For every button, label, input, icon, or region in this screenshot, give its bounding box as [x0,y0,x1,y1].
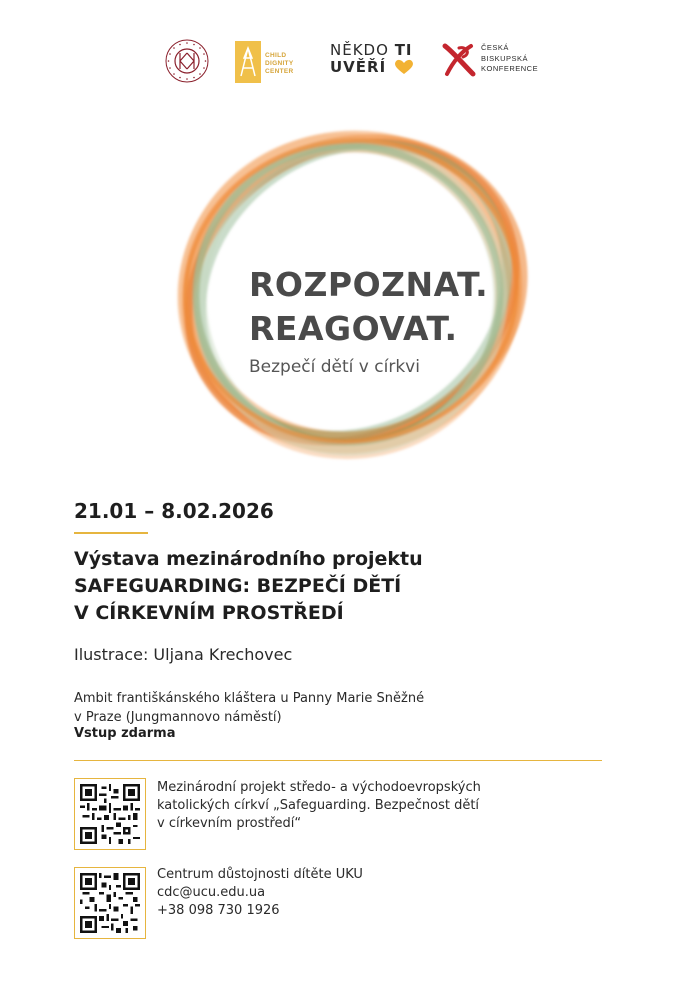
qr-code-icon [80,784,140,844]
cbk-line1: ČESKÁ [481,43,509,52]
poster-title-line1: ROZPOZNAT. [249,265,489,304]
nekdo-ti-uveri-logo [330,42,420,78]
qr-code-icon [80,873,140,933]
child-dignity-center-logo [234,40,314,84]
cbk-line3: KONFERENCE [481,64,539,73]
venue-line2: v Praze (Jungmannovo náměstí) [74,710,282,725]
project-info-line1: Mezinárodní projekt středo- a východoevropských [157,780,481,795]
illustration-credit: Ilustrace: Uljana Krechovec [74,645,293,664]
project-info-line2: katolických církví „Safeguarding. Bezpečnost dětí [157,798,480,813]
project-qr-code[interactable] [74,778,146,850]
child-dignity-center-icon [234,40,262,84]
contact-qr-code[interactable] [74,867,146,939]
project-info-line3: v církevním prostředí“ [157,816,302,831]
contact-phone[interactable]: +38 098 730 1926 [157,903,280,918]
entry-note: Vstup zdarma [74,726,176,741]
ucu-logo [164,38,210,84]
cbk-line2: BISKUPSKÁ [481,53,529,63]
exhibition-title-line1: Výstava mezinárodního projektu [74,548,423,570]
cdc-line3: CENTER [265,68,294,75]
exhibition-title-line3: V CÍRKEVNÍM PROSTŘEDÍ [74,602,344,624]
poster-subtitle: Bezpečí dětí v církvi [249,357,420,377]
ucu-seal-icon [164,38,210,84]
divider-short [74,532,148,534]
contact-email[interactable]: cdc@ucu.edu.ua [157,885,266,900]
nt-line2: UVĚŘÍ [330,58,387,76]
contact-info-line1: Centrum důstojnosti dítěte UKU [157,867,363,882]
divider-long [74,760,602,761]
cbk-logo [441,42,556,80]
exhibition-title-line2: SAFEGUARDING: BEZPEČÍ DĚTÍ [74,575,402,597]
cdc-line2: DIGNITY [265,60,294,67]
heart-icon [394,57,414,75]
cbk-x-logo-icon [441,42,477,78]
poster-title-line2: REAGOVAT. [249,309,458,348]
event-date: 21.01 – 8.02.2026 [74,499,274,523]
nt-part1: NĚKDO [330,41,389,59]
venue-line1: Ambit františkánského kláštera u Panny Marie Sněžné [74,691,425,706]
nt-part2: TI [394,41,413,59]
cdc-line1: CHILD [265,52,287,59]
